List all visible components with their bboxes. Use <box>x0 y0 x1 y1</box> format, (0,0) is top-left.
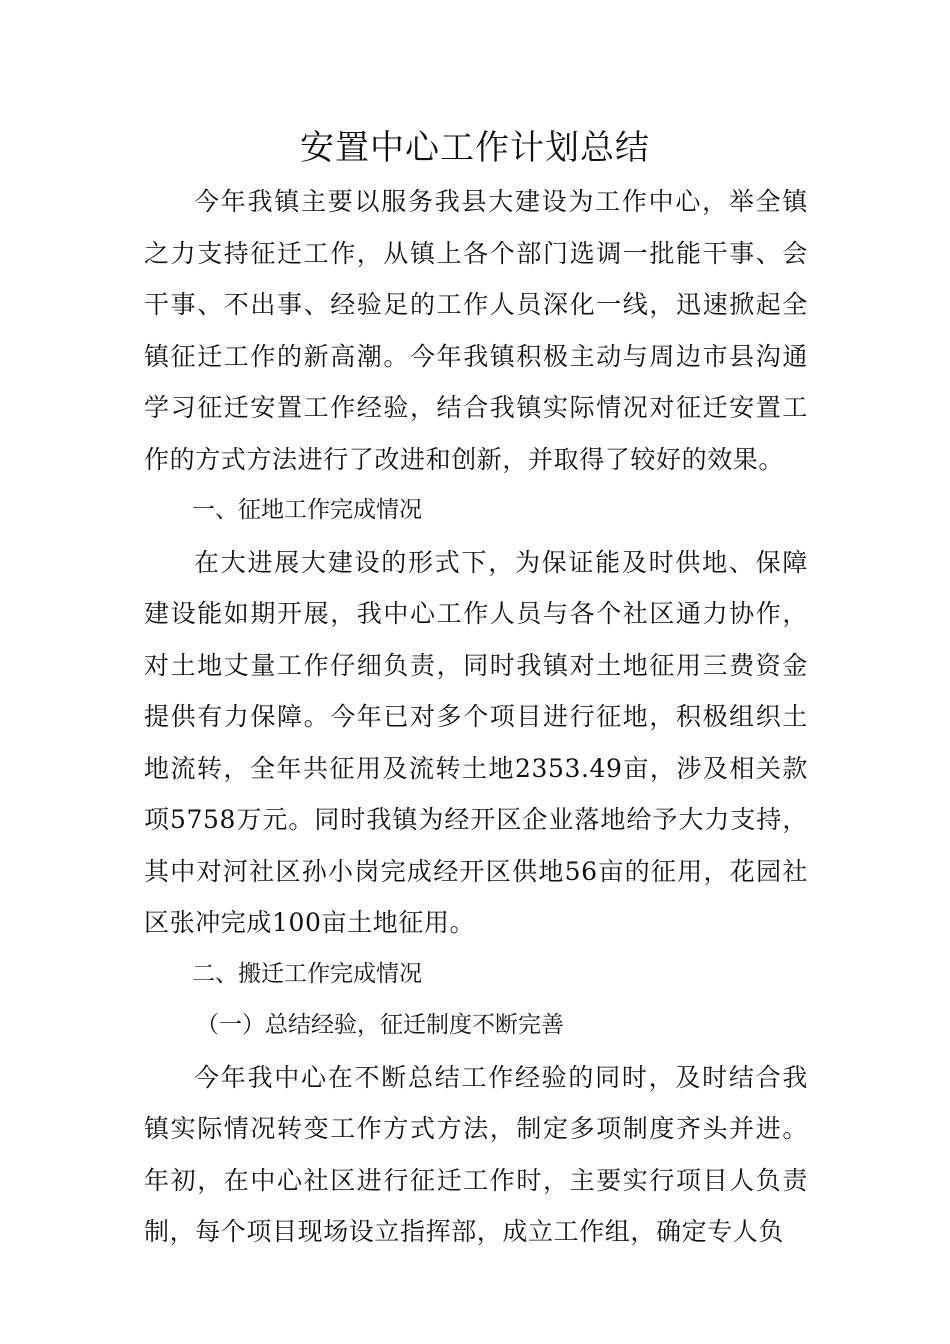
document-title: 安置中心工作计划总结 <box>300 128 650 168</box>
document-body <box>144 176 808 1258</box>
subsection-heading-experience: （一）总结经验，征迁制度不断完善 <box>196 1012 564 1038</box>
relocation-paragraph: 今年我中心在不断总结工作经验的同时，及时结合我镇实际情况转变工作方式方法，制定多项制度齐头并进。年初，在中心社区进行征迁工作时，主要实行项目人负责制，每个项目现场设立指挥部，成立工作组，确定专人负 <box>144 1062 808 1246</box>
intro-paragraph: 今年我镇主要以服务我县大建设为工作中心，举全镇之力支持征迁工作，从镇上各个部门选调一批能干事、会干事、不出事、经验足的工作人员深化一线，迅速掀起全镇征迁工作的新高潮。今年我镇积极主动与周边市县沟通学习征迁安置工作经验，结合我镇实际情况对征迁安置工作的方式方法进行了改进和创新，并取得了较好的效果。 <box>144 187 808 474</box>
land-acquisition-paragraph: 在大进展大建设的形式下，为保证能及时供地、保障建设能如期开展，我中心工作人员与各个社区通力协作，对土地丈量工作仔细负责，同时我镇对土地征用三费资金提供有力保障。今年已对多个项目进行征地，积极组织土地流转，全年共征用及流转土地2353.49亩，涉及相关款项5758万元。同时我镇为经开区企业落地给予大力支持，其中对河社区孙小岗完成经开区供地56亩的征用，花园社区张冲完成100亩土地征用。 <box>144 547 808 937</box>
section-heading-land-acquisition: 一、征地工作完成情况 <box>192 497 422 523</box>
section-heading-relocation: 二、搬迁工作完成情况 <box>192 960 422 987</box>
